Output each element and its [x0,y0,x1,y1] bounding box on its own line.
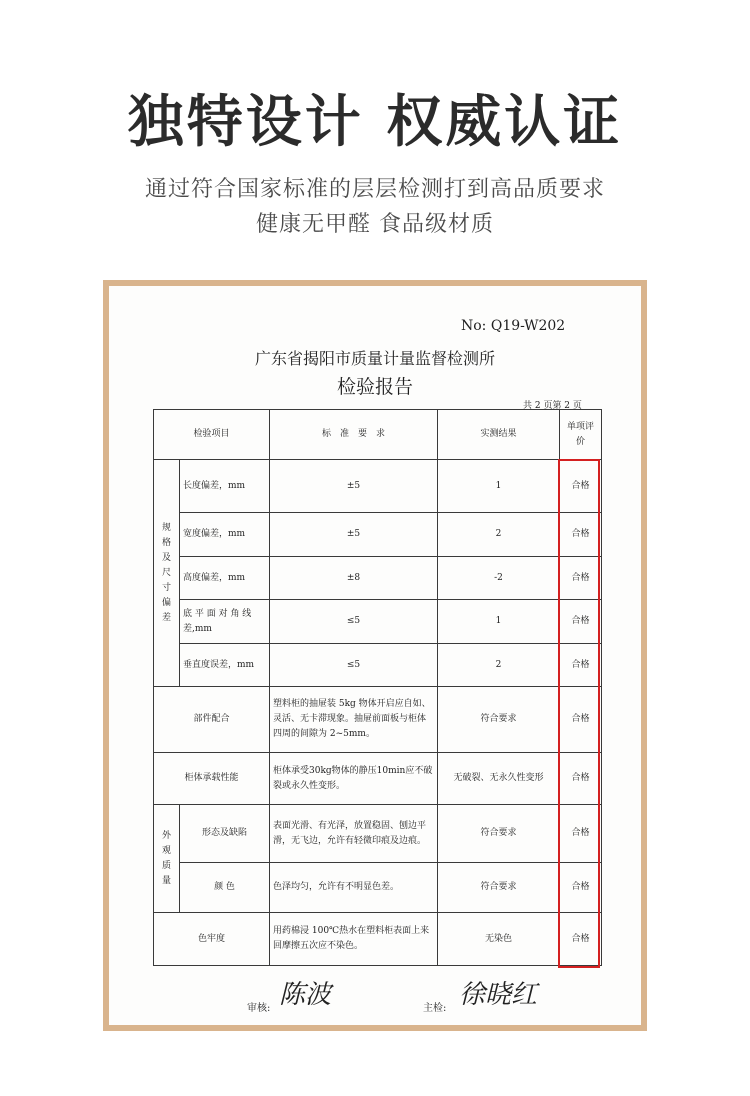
row-result: 无染色 [438,913,560,966]
row-standard: ≤5 [270,600,438,644]
row-standard: ≤5 [270,644,438,687]
row-judge: 合格 [560,913,602,966]
row-standard: ±5 [270,460,438,513]
table-header-row [154,410,602,460]
report-number: No: Q19-W202 [461,318,566,334]
judge-column-highlight [558,459,600,968]
row-item: 高度偏差，mm [180,557,270,600]
row-item: 柜体承载性能 [154,753,270,805]
row-standard: 用药棉浸 100℃热水在塑料柜表面上来回摩擦五次应不染色。 [270,913,438,966]
row-item: 色牢度 [154,913,270,966]
row-judge: 合格 [560,557,602,600]
table-row [154,805,602,863]
approver-signature: 徐晓红 [459,980,538,1010]
row-result: 2 [438,644,560,687]
reviewer-signature: 陈波 [279,980,332,1010]
inspection-table [153,409,602,966]
row-result: 符合要求 [438,863,560,913]
table-row [154,687,602,753]
row-judge: 合格 [560,644,602,687]
row-judge: 合格 [560,687,602,753]
row-item: 宽度偏差，mm [180,513,270,557]
row-result: 无破裂、无永久性变形 [438,753,560,805]
row-judge: 合格 [560,805,602,863]
row-item: 垂直度误差，mm [180,644,270,687]
table-row [154,913,602,966]
row-result: 符合要求 [438,805,560,863]
col-header-result: 实测结果 [438,410,560,460]
row-judge: 合格 [560,863,602,913]
row-item: 长度偏差，mm [180,460,270,513]
certificate-frame [103,280,647,1031]
row-standard: 塑料柜的抽屉装 5kg 物体开启应自如、灵活、无卡滞现象。抽屉前面板与柜体四周的间隙为 2~5mm。 [270,687,438,753]
approver-label: 主检: [423,1003,447,1014]
table-row [154,557,602,600]
group-appearance-label: 外观质量 [154,805,180,913]
institute-name: 广东省揭阳市质量计量监督检测所 [254,349,495,368]
row-item: 部件配合 [154,687,270,753]
group-size-label: 规格及尺寸偏差 [154,460,180,687]
row-result: -2 [438,557,560,600]
col-header-item: 检验项目 [154,410,270,460]
subtitle-line-1: 通过符合国家标准的层层检测打到高品质要求 [144,177,605,202]
headline: 独特设计 权威认证 [127,90,623,155]
table-row [154,600,602,644]
subtitle-line-2: 健康无甲醛 食品级材质 [256,212,494,237]
row-standard: 柜体承受30kg物体的静压10min应不破裂或永久性变形。 [270,753,438,805]
col-header-standard: 标 准 要 求 [270,410,438,460]
row-standard: ±5 [270,513,438,557]
table-row [154,644,602,687]
row-judge: 合格 [560,753,602,805]
row-judge: 合格 [560,600,602,644]
row-judge: 合格 [560,460,602,513]
reviewer-label: 审核: [247,1003,271,1014]
row-result: 1 [438,600,560,644]
row-judge: 合格 [560,513,602,557]
row-result: 1 [438,460,560,513]
table-row [154,863,602,913]
row-result: 符合要求 [438,687,560,753]
row-standard: 色泽均匀，允许有不明显色差。 [270,863,438,913]
report-title: 检验报告 [336,376,413,398]
col-header-judge: 单项评价 [560,410,602,460]
row-result: 2 [438,513,560,557]
page-info: 共 2 页第 2 页 [523,401,582,411]
row-item: 形态及缺陷 [180,805,270,863]
table-row [154,460,602,513]
table-row [154,753,602,805]
report-paper [109,286,641,1025]
row-item: 颜 色 [180,863,270,913]
row-item: 底 平 面 对 角 线 差,mm [180,600,270,644]
row-standard: 表面光滑、有光泽，放置稳固、刨边平滑，无飞边，允许有轻微印痕及边痕。 [270,805,438,863]
row-standard: ±8 [270,557,438,600]
table-row [154,513,602,557]
